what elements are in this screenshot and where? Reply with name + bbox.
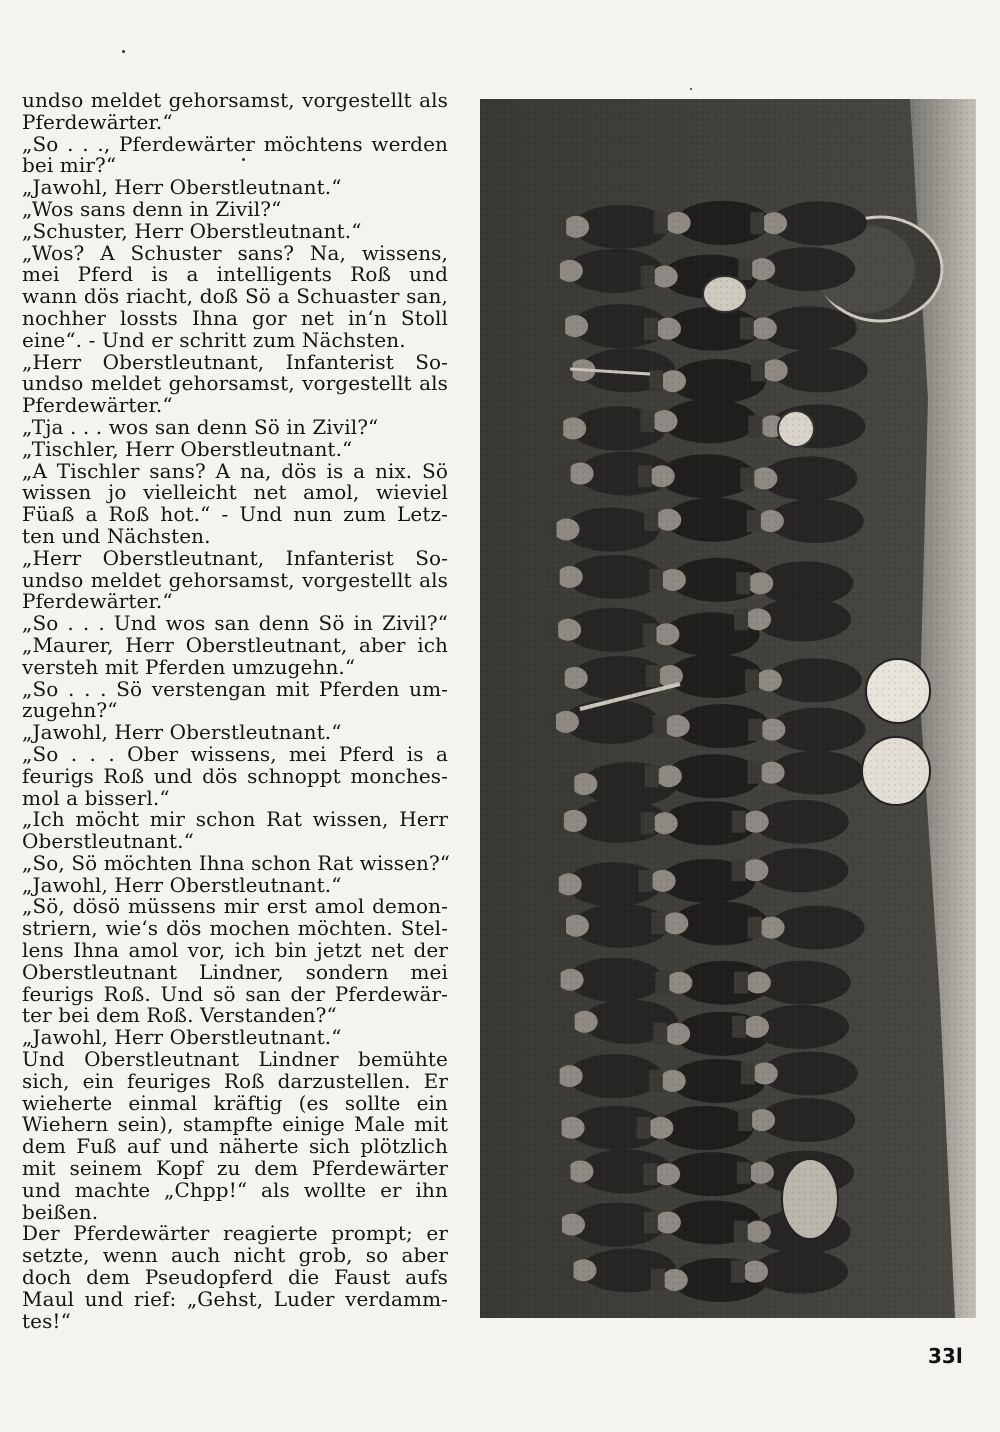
text-line: Und Oberstleutnant Lindner bemühte <box>22 1047 448 1072</box>
text-line: mei Pferd is a intelligents Roß und <box>22 262 448 287</box>
text-line: „Herr Oberstleutnant, Infanterist So- <box>22 349 448 374</box>
text-line: Maul und rief: „Gehst, Luder verdamm- <box>22 1286 448 1311</box>
text-line: „So . . ., Pferdewärter möchtens werden <box>22 131 448 156</box>
text-line: „So . . . Sö verstengan mit Pferden um- <box>22 676 448 701</box>
text-line: striern, wie‘s dös mochen möchten. Stel- <box>22 916 448 941</box>
text-line: sich, ein feuriges Roß darzustellen. Er <box>22 1068 448 1093</box>
text-line: Füaß a Roß hot.“ - Und nun zum Letz- <box>22 502 448 527</box>
text-line: mit seinem Kopf zu dem Pferdewärter <box>22 1156 448 1181</box>
text-line: undso meldet gehorsamst, vorgestellt als <box>22 371 448 396</box>
print-speck <box>690 88 692 90</box>
text-line: ter bei dem Roß. Verstanden?“ <box>22 1003 337 1028</box>
text-line: wann dös riacht, doß Sö a Schuaster san, <box>22 284 448 309</box>
text-line: dem Fuß auf und näherte sich plötzlich <box>22 1134 448 1159</box>
text-line: zugehn?“ <box>22 698 118 723</box>
text-line: ten und Nächsten. <box>22 523 211 548</box>
text-line: feurigs Roß und dös schnoppt monches- <box>22 763 448 788</box>
text-line: wissen jo vielleicht net amol, wieviel <box>22 480 448 505</box>
text-line: eine“. - Und er schritt zum Nächsten. <box>22 327 406 352</box>
text-line: Oberstleutnant.“ <box>22 829 194 854</box>
text-line: „Wos? A Schuster sans? Na, wissens, <box>22 240 448 265</box>
text-line: „Sö, dösö müssens mir erst amol demon- <box>22 894 448 919</box>
text-line: „Maurer, Herr Oberstleutnant, aber ich <box>22 632 448 657</box>
text-line: „So . . . Und wos san denn Sö in Zivil?“ <box>22 611 448 636</box>
text-line: und machte „Chpp!“ als wollte er ihn <box>22 1177 448 1202</box>
text-line: „Schuster, Herr Oberstleutnant.“ <box>22 218 362 243</box>
text-line: „Tischler, Herr Oberstleutnant.“ <box>22 436 353 461</box>
text-line: „So . . . Ober wissens, mei Pferd is a <box>22 741 448 766</box>
text-column <box>22 88 451 1333</box>
text-line: Pferdewärter.“ <box>22 109 173 134</box>
text-line: nochher lossts Ihna gor net in‘n Stoll <box>22 305 448 330</box>
page-number: 33l <box>928 1344 963 1368</box>
text-line: wieherte einmal kräftig (es sollte ein <box>22 1090 448 1115</box>
text-line: „So, Sö möchten Ihna schon Rat wissen?“ <box>22 850 451 875</box>
text-line: doch dem Pseudopferd die Faust aufs <box>22 1265 448 1290</box>
text-line: tes!“ <box>22 1308 71 1333</box>
text-line: „Jawohl, Herr Oberstleutnant.“ <box>22 872 342 897</box>
text-line: versteh mit Pferden umzugehn.“ <box>22 654 356 679</box>
text-line: „Ich möcht mir schon Rat wissen, Herr <box>22 807 448 832</box>
text-line: „Tja . . . wos san denn Sö in Zivil?“ <box>22 414 379 439</box>
text-line: Wiehern sein), stampfte einige Male mit <box>22 1112 448 1137</box>
text-line: „A Tischler sans? A na, dös is a nix. Sö <box>22 458 448 483</box>
text-line: bei mir?“ <box>22 153 117 178</box>
text-line: „Jawohl, Herr Oberstleutnant.“ <box>22 175 342 200</box>
text-line: „Herr Oberstleutnant, Infanterist So- <box>22 545 448 570</box>
print-speck <box>122 50 125 53</box>
print-speck <box>242 158 245 161</box>
text-line: mol a bisserl.“ <box>22 785 170 810</box>
text-line: undso meldet gehorsamst, vorgestellt als <box>22 88 448 112</box>
text-line: Pferdewärter.“ <box>22 393 173 418</box>
photograph-image <box>480 99 976 1318</box>
text-line: undso meldet gehorsamst, vorgestellt als <box>22 567 448 592</box>
text-line: lens Ihna amol vor, ich bin jetzt net der <box>22 938 448 963</box>
text-line: beißen. <box>22 1199 99 1224</box>
text-line: „Jawohl, Herr Oberstleutnant.“ <box>22 720 342 745</box>
text-line: Pferdewärter.“ <box>22 589 173 614</box>
text-line: „Wos sans denn in Zivil?“ <box>22 196 282 221</box>
text-line: Der Pferdewärter reagierte prompt; er <box>22 1221 448 1246</box>
text-line: „Jawohl, Herr Oberstleutnant.“ <box>22 1025 342 1050</box>
band-group-photograph <box>480 99 976 1318</box>
text-line: setzte, wenn auch nicht grob, so aber <box>22 1243 448 1268</box>
text-line: Oberstleutnant Lindner, sondern mei <box>22 959 448 984</box>
text-line: feurigs Roß. Und sö san der Pferdewär- <box>22 981 448 1006</box>
